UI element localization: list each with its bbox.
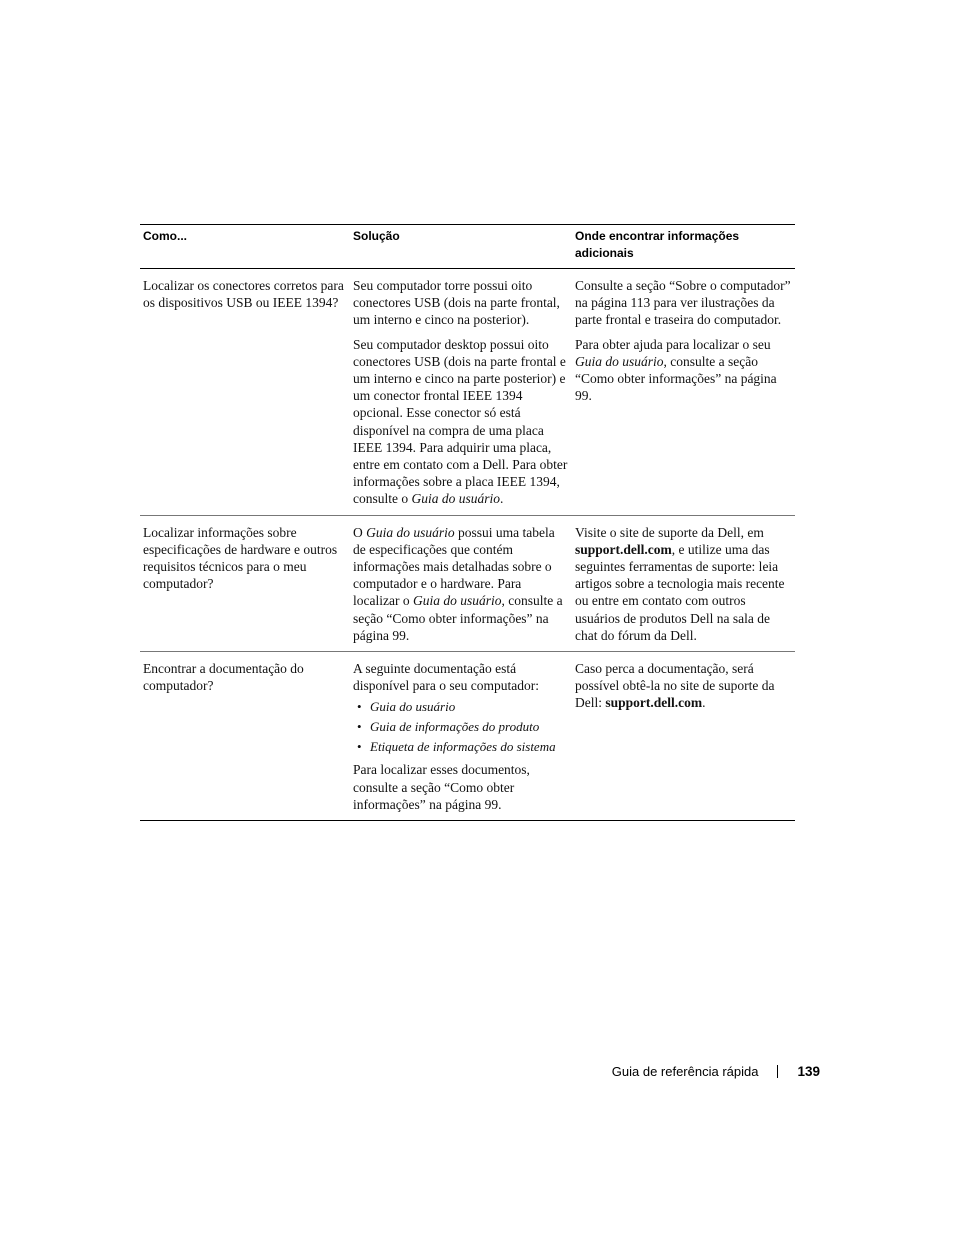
table-row (140, 652, 795, 821)
list-item-label: Etiqueta de informações do sistema (370, 739, 556, 755)
onde-text (575, 660, 791, 712)
onde-text-part: Caso perca a documentação, será possível obtê-la no site de suporte da Dell: (575, 661, 775, 711)
onde-text (575, 336, 791, 405)
onde-text-part: . (702, 695, 706, 711)
table-row (140, 269, 795, 334)
bullet-icon: • (357, 699, 362, 715)
table-row (140, 334, 795, 516)
table-row (140, 515, 795, 651)
header-solucao: Solução (350, 225, 572, 269)
info-table (140, 224, 795, 821)
guia-usuario-ref: Guia do usuário (411, 491, 501, 507)
onde-text (575, 524, 791, 644)
list-item (357, 738, 568, 755)
page-footer (612, 1062, 820, 1080)
solucao-text: Seu computador torre possui oito conectores USB (dois na parte frontal, um interno e cinco na posterior). (353, 278, 560, 328)
onde-text-part: Visite o site de suporte da Dell, em (575, 524, 764, 540)
onde-text-part: , e utilize uma das seguintes ferramentas de suporte: leia artigos sobre a tecnologia mais recente ou entre em contato com outros usuários de produtos Dell na sala de chat do fórum da Dell. (575, 541, 785, 643)
guia-usuario-ref: Guia do usuário (366, 524, 455, 540)
solucao-text-part: , consulte a seção “Como obter informações” na página 99. (353, 593, 563, 643)
document-list (353, 698, 568, 755)
cell-solucao (350, 515, 572, 651)
cell-como (140, 269, 350, 334)
table-header-row (140, 225, 795, 269)
onde-text: Consulte a seção “Sobre o computador” na página 113 para ver ilustrações da parte frontal e traseira do computador. (575, 278, 791, 328)
list-item (357, 718, 568, 735)
guia-usuario-ref: Guia do usuário (412, 593, 502, 609)
como-text: Encontrar a documentação do computador? (143, 661, 304, 694)
list-item-label: Guia de informações do produto (370, 719, 540, 735)
cell-como-empty (140, 334, 350, 516)
cell-solucao (350, 652, 572, 821)
solucao-intro: A seguinte documentação está disponível para o seu computador: (353, 661, 539, 694)
info-table-wrapper (140, 224, 795, 821)
header-como: Como... (140, 225, 350, 269)
bullet-icon: • (357, 719, 362, 735)
guia-usuario-ref: Guia do usuário (575, 353, 664, 369)
solucao-text-part: possui uma tabela de especificações que contém informações mais detalhadas sobre o computador e o hardware. Para localizar o (353, 524, 555, 609)
list-item-label: Guia do usuário (370, 699, 456, 715)
como-text: Localizar informações sobre especificações de hardware e outros requisitos técnicos para o meu computador? (143, 524, 338, 592)
cell-onde (572, 515, 795, 651)
support-link[interactable]: support.dell.com (605, 695, 703, 711)
cell-onde (572, 269, 795, 334)
como-text: Localizar os conectores corretos para os dispositivos USB ou IEEE 1394? (143, 278, 344, 311)
cell-solucao (350, 334, 572, 516)
cell-onde (572, 652, 795, 821)
cell-como (140, 515, 350, 651)
onde-text-part: Para obter ajuda para localizar o seu (575, 336, 771, 352)
cell-onde (572, 334, 795, 516)
solucao-text-part: Seu computador desktop possui oito conectores USB (dois na parte frontal e um interno e cinco na parte posterior) e um conector frontal IEEE 1394 opcional. Esse conector só está disponível na compra de uma placa IEEE 1394. Para adquirir uma placa, entre em contato com a Dell. Para obter informações sobre a placa IEEE 1394, consulte o (353, 336, 568, 507)
cell-solucao (350, 269, 572, 334)
bullet-icon: • (357, 739, 362, 755)
solucao-text (353, 524, 568, 644)
cell-como (140, 652, 350, 821)
page-number: 139 (797, 1063, 820, 1079)
footer-divider (777, 1065, 778, 1078)
solucao-text-part: O (353, 524, 367, 540)
list-item (357, 698, 568, 715)
footer-title: Guia de referência rápida (611, 1063, 759, 1079)
support-link[interactable]: support.dell.com (575, 541, 672, 557)
solucao-text (353, 336, 568, 508)
header-onde-encontrar: Onde encontrar informações adicionais (572, 225, 795, 269)
solucao-outro: Para localizar esses documentos, consulte a seção “Como obter informações” na página 99. (353, 762, 530, 812)
onde-text-part: , consulte a seção “Como obter informações” na página 99. (575, 353, 777, 404)
solucao-text-part: . (500, 491, 504, 507)
